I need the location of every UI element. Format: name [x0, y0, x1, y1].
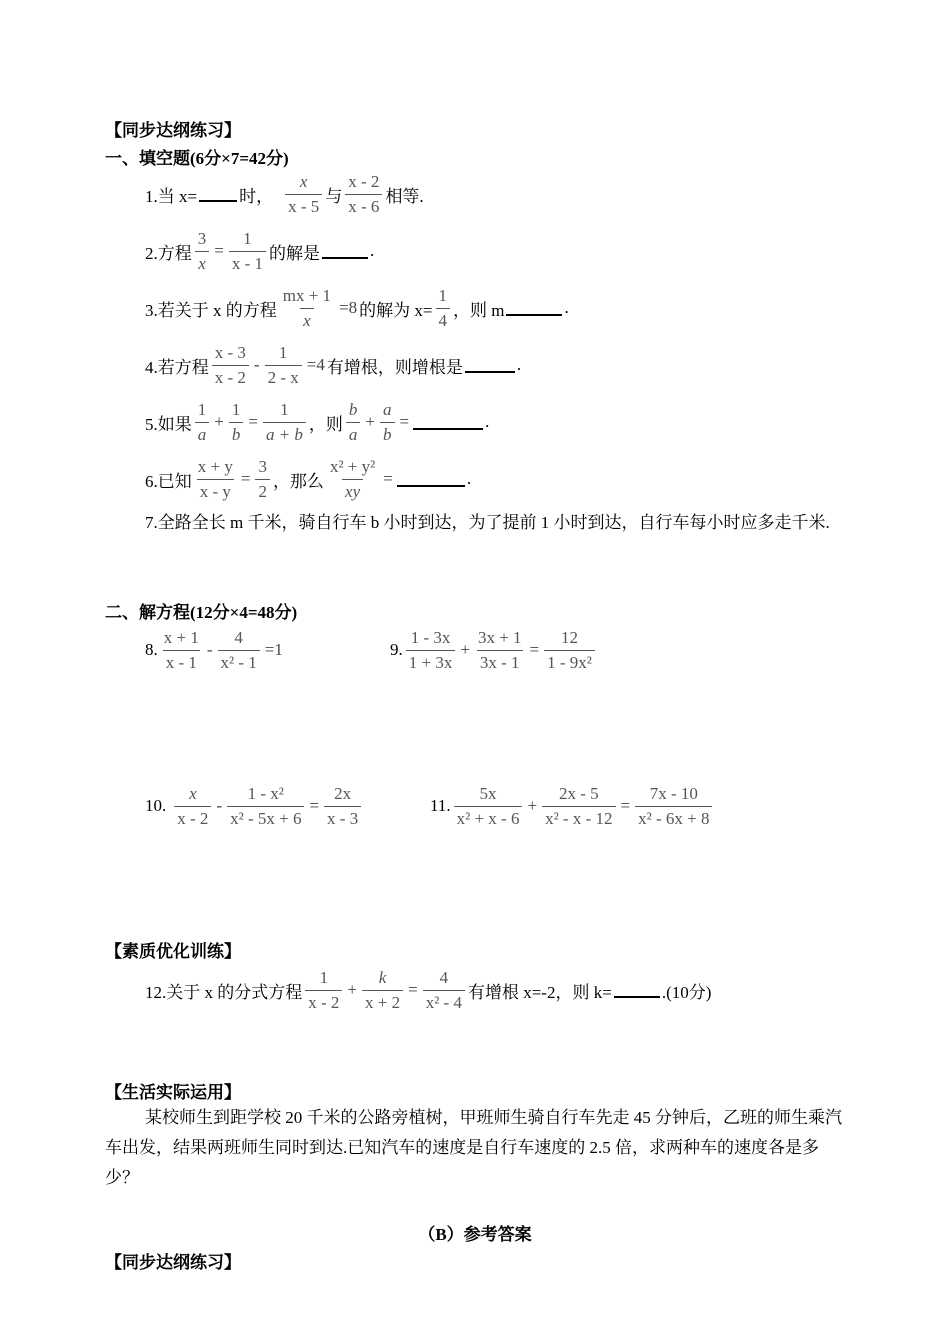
- question-7: 7.全路全长 m 千米，骑自行车 b 小时到达，为了提前 1 小时到达，自行车每小时应多走千米.: [145, 513, 830, 532]
- question-6: 6.已知 $\frac{x + y}{x - y}$ = $\frac{3}{2}$ ，那么 $\frac{\text{x² + y²}}{xy}$ = .: [145, 457, 472, 501]
- fraction: $\frac{a}{b}$: [380, 400, 395, 444]
- fraction: $\frac{1}{x - 2}$: [305, 968, 342, 1012]
- question-12: 12.关于 x 的分式方程 $\frac{1}{x - 2}$ + $\frac{k}{x + 2}$ = $\frac{4}{\text{x² - 4}}$ 有增根 x=-2，则 k= .(10分): [145, 968, 712, 1012]
- fraction: $\frac{3}{2}$: [255, 457, 270, 501]
- fraction: $\frac{12}{\text{1 - 9x²}}$: [544, 628, 595, 672]
- fraction: $\frac{x - 2}{x - 6}$: [345, 172, 382, 216]
- fraction: $\frac{3}{x}$: [195, 229, 210, 273]
- question-1: 1.当 x= 时， $\frac{x}{x - 5}$ 与 $\frac{x - 2}{x - 6}$ 相等.: [145, 172, 424, 216]
- fraction: $\frac{x}{x - 5}$: [285, 172, 322, 216]
- fraction: $\frac{x + 1}{x - 1}$: [163, 628, 199, 672]
- fraction: $\frac{1}{a}$: [195, 400, 210, 444]
- part2-heading: 二、解方程(12分×4=48分): [105, 603, 298, 622]
- question-2: 2.方程 $\frac{3}{x}$ = $\frac{1}{x - 1}$ 的解是 .: [145, 229, 375, 273]
- fraction: $\frac{mx + 1}{x}$: [282, 286, 332, 330]
- fraction: $\frac{\text{1 - x²}}{\text{x² - 5x + 6}}$: [227, 784, 304, 828]
- section-heading-quality: 【素质优化训练】: [105, 942, 241, 961]
- fraction: $\frac{5x}{\text{x² + x - 6}}$: [454, 784, 523, 828]
- fraction: $\frac{3x + 1}{3x - 1}$: [477, 628, 522, 672]
- question-4: 4.若方程 $\frac{x - 3}{x - 2}$ - $\frac{1}{2 - x}$ =4 有增根，则增根是 .: [145, 343, 522, 387]
- life-problem: 某校师生到距学校 20 千米的公路旁植树，甲班师生骑自行车先走 45 分钟后，乙班的师生乘汽车出发，结果两班师生同时到达.已知汽车的速度是自行车速度的 2.5 倍，求两种车的速度各是多少？: [105, 1108, 842, 1187]
- fraction: $\frac{k}{x + 2}$: [362, 968, 403, 1012]
- fraction: $\frac{1}{b}$: [229, 400, 244, 444]
- fraction: $\frac{2x}{x - 3}$: [324, 784, 361, 828]
- answers-heading: 【同步达纲练习】: [105, 1253, 241, 1272]
- question-9: 9. $\frac{1 - 3x}{1 + 3x}$ + $\frac{3x + 1}{3x - 1}$ = $\frac{12}{\text{1 - 9x²}}$: [390, 628, 598, 672]
- section-heading-sync: 【同步达纲练习】: [105, 121, 241, 140]
- question-10: 10. $\frac{x}{x - 2}$ - $\frac{\text{1 - x²}}{\text{x² - 5x + 6}}$ = $\frac{2x}{x - 3}$: [145, 784, 364, 828]
- answer-blank: [322, 243, 368, 259]
- fraction: $\frac{x}{x - 2}$: [174, 784, 211, 828]
- fraction: $\frac{b}{a}$: [346, 400, 361, 444]
- answer-blank: [465, 357, 515, 373]
- answer-blank: [199, 186, 237, 202]
- answer-blank: [397, 471, 465, 487]
- fraction: $\frac{4}{\text{x² - 4}}$: [423, 968, 465, 1012]
- fraction: $\frac{1}{2 - x}$: [265, 343, 302, 387]
- fraction: $\frac{1 - 3x}{1 + 3x}$: [406, 628, 456, 672]
- fraction: $\frac{7x - 10}{\text{x² - 6x + 8}}$: [635, 784, 712, 828]
- fraction: $\frac{x - 3}{x - 2}$: [212, 343, 249, 387]
- question-8: 8. $\frac{x + 1}{x - 1}$ - $\frac{4}{\text{x² - 1}}$ =1: [145, 628, 283, 672]
- section-heading-life: 【生活实际运用】: [105, 1083, 241, 1102]
- fraction: $\frac{2x - 5}{\text{x² - x - 12}}$: [542, 784, 615, 828]
- fraction: $\frac{1}{4}$: [436, 286, 451, 330]
- question-11: 11. $\frac{5x}{\text{x² + x - 6}}$ + $\frac{2x - 5}{\text{x² - x - 12}}$ = $\frac{7x - 10}{\text{x² - 6x + 8}}$: [430, 784, 715, 828]
- question-3: 3.若关于 x 的方程 $\frac{mx + 1}{x}$ =8 的解为 x= $\frac{1}{4}$ ，则 m .: [145, 286, 569, 330]
- fraction: $\frac{\text{x² + y²}}{xy}$: [329, 457, 376, 501]
- fraction: $\frac{x + y}{x - y}$: [197, 457, 233, 501]
- fraction: $\frac{1}{a + b}$: [263, 400, 306, 444]
- part1-heading: 一、填空题(6分×7=42分): [105, 149, 289, 168]
- answers-title: （B）参考答案: [418, 1225, 532, 1244]
- fraction: $\frac{1}{x - 1}$: [229, 229, 266, 273]
- answer-blank: [506, 300, 562, 316]
- fraction: $\frac{4}{\text{x² - 1}}$: [218, 628, 260, 672]
- answer-blank: [614, 982, 660, 998]
- answer-blank: [413, 414, 483, 430]
- question-5: 5.如果 $\frac{1}{a}$ + $\frac{1}{b}$ = $\frac{1}{a + b}$ ，则 $\frac{b}{a}$ + $\frac{a}{b}$ = .: [145, 400, 490, 444]
